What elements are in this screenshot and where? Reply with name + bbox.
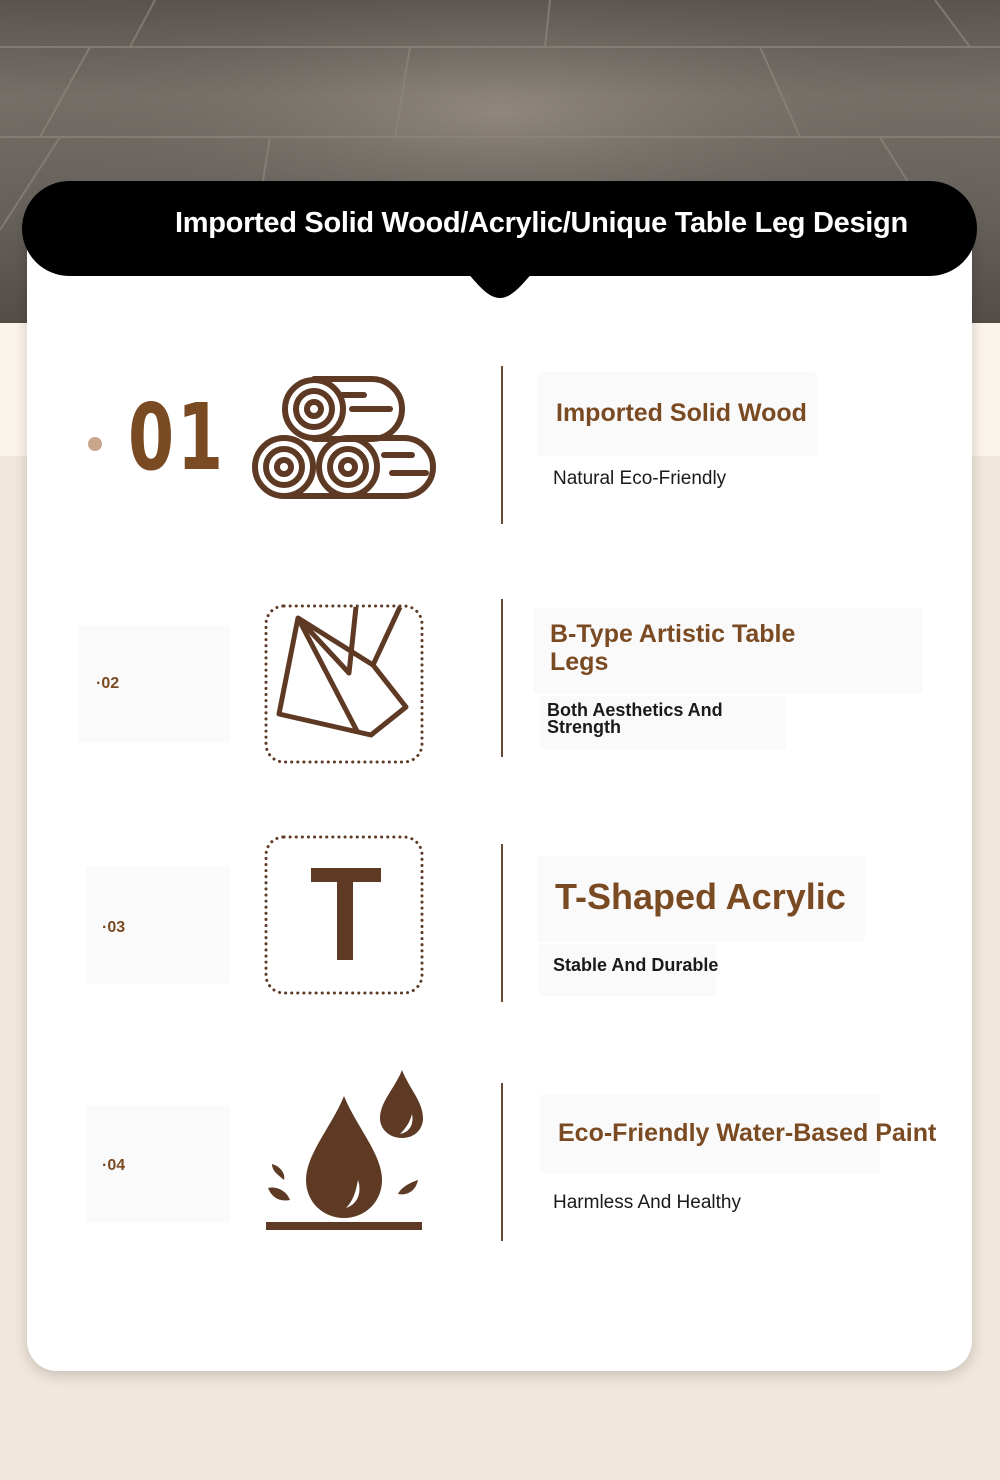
feature-subtitle: Natural Eco-Friendly [553, 468, 727, 489]
page-title: Imported Solid Wood/Acrylic/Unique Table Leg Design [175, 207, 908, 239]
logs-icon [252, 375, 438, 500]
t-shape-icon [263, 834, 425, 996]
feature-title: T-Shaped Acrylic [555, 876, 846, 917]
feature-title: Imported Solid Wood [556, 399, 807, 427]
feature-number: ·03 [102, 919, 126, 936]
feature-number: ·04 [102, 1157, 126, 1174]
divider [501, 1083, 503, 1241]
feature-title: Eco-Friendly Water-Based Paint [558, 1119, 937, 1147]
divider [501, 366, 503, 524]
divider [501, 599, 503, 757]
bullet-dot [88, 437, 102, 451]
banner-notch [440, 250, 560, 300]
divider [501, 844, 503, 1002]
feature-subtitle: Stable And Durable [553, 955, 719, 975]
feature-number: 01 [128, 384, 226, 491]
water-drop-icon [262, 1068, 426, 1234]
feature-subtitle: Harmless And Healthy [553, 1192, 741, 1213]
feature-title: B-Type Artistic Table Legs [550, 620, 796, 676]
table-leg-icon [263, 603, 425, 765]
feature-number: ·02 [96, 675, 120, 692]
feature-subtitle: Both Aesthetics And Strength [547, 700, 723, 737]
